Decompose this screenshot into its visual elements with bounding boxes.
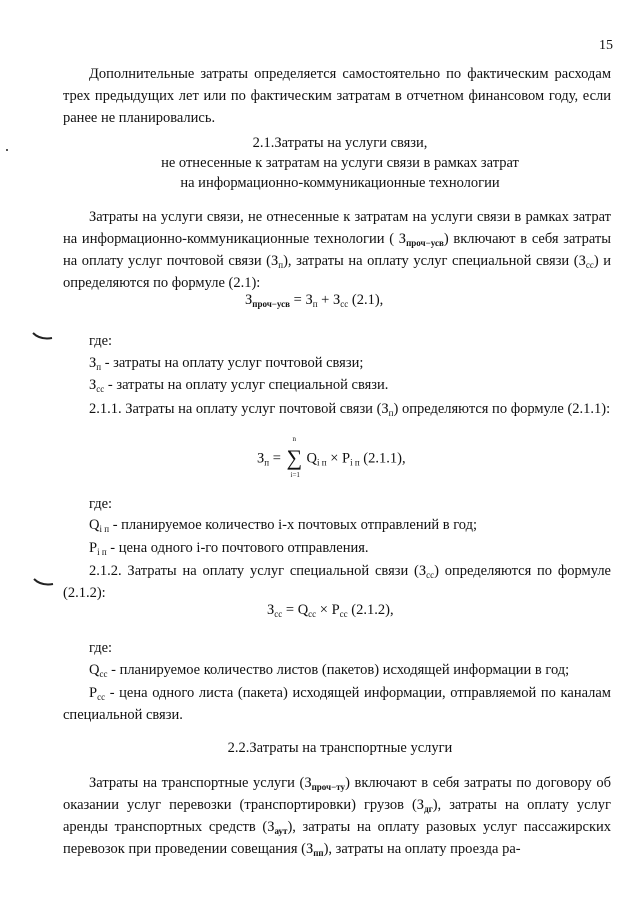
heading-line: 2.1.Затраты на услуги связи, <box>252 135 428 151</box>
where-label: где: <box>89 640 113 656</box>
section-2-2-heading: 2.2.Затраты на транспортные услуги <box>227 740 453 756</box>
section-2-1-1-paragraph: 2.1.1. Затраты на оплату услуг почтовой связи $(З_п)$ определяются по формуле (2.1.1): <box>89 401 611 418</box>
sum-sign: n ∑ i=1 <box>286 435 303 479</box>
scan-speck <box>6 149 8 151</box>
formula-2-1-2: $З_{сс} = Q_{сс} \times P_{сс}$ (2.1.2), <box>267 602 394 619</box>
page-number: 15 <box>599 38 613 53</box>
def-p-special: $P_{сс}$ - цена одного листа (пакета) исходящей информации, отправляемой по каналам специальной связи. <box>63 685 611 723</box>
def-postal-cost: $З_п$ - затраты на оплату услуг почтовой связи; <box>89 355 364 372</box>
section-2-2-paragraph: Затраты на транспортные услуги $(З_{проч-ту})$ включают в себя затраты по договору об оказании услуг перевозки (транспортировки) грузов $(З_{дг})$, затраты на оплату услуг аренды транспортных средств $(З_{аут})$, затраты на оплату разовых услуг пассажирских перевозок при проведении совещания $(З_{пп})$, затраты на оплату проезда ра- <box>63 775 611 858</box>
def-special-cost: $З_{сс}$ - затраты на оплату услуг специальной связи. <box>89 377 389 394</box>
formula-2-1-1: $З_п$ = n ∑ i=1 $Q_{i п} \times P_{i п}$ (2.1.1), <box>257 435 406 479</box>
def-p-postal: $P_{i п}$ - цена одного i-го почтового отправления. <box>89 540 369 557</box>
where-label: где: <box>89 496 113 512</box>
def-q-special: $Q_{сс}$ - планируемое количество листов (пакетов) исходящей информации в год; <box>89 662 570 679</box>
def-q-postal: $Q_{i п}$ - планируемое количество i-х почтовых отправлений в год; <box>89 517 478 534</box>
heading-line: не отнесенные к затратам на услуги связи в рамках затрат <box>161 155 519 171</box>
formula-2-1: $З_{проч-усв} = З_п + З_{сс}$ (2.1), <box>245 292 384 309</box>
section-2-1-paragraph: Затраты на услуги связи, не отнесенные к затратам на услуги связи в рамках затрат на информационно-коммуникационные технологии ( $З_{проч-усв}$) включают в себя затраты на оплату услуг почтовой связи $(З_п)$, затраты на оплату услуг специальной связи $(З_{сс})$ и определяются по формуле (2.1): <box>63 209 611 291</box>
intro-paragraph: Дополнительные затраты определяется самостоятельно по фактическим расходам трех предыдущих лет или по фактическим затратам в отчетном финансовом году, если ранее не планировались. <box>63 66 611 126</box>
heading-line: на информационно-коммуникационные технологии <box>180 175 500 191</box>
margin-mark <box>33 576 55 588</box>
margin-mark <box>32 330 54 342</box>
where-label: где: <box>89 333 113 349</box>
section-2-1-2-paragraph: 2.1.2. Затраты на оплату услуг специальной связи $(З_{сс})$ определяются по формуле (2.1.2): <box>63 563 611 601</box>
